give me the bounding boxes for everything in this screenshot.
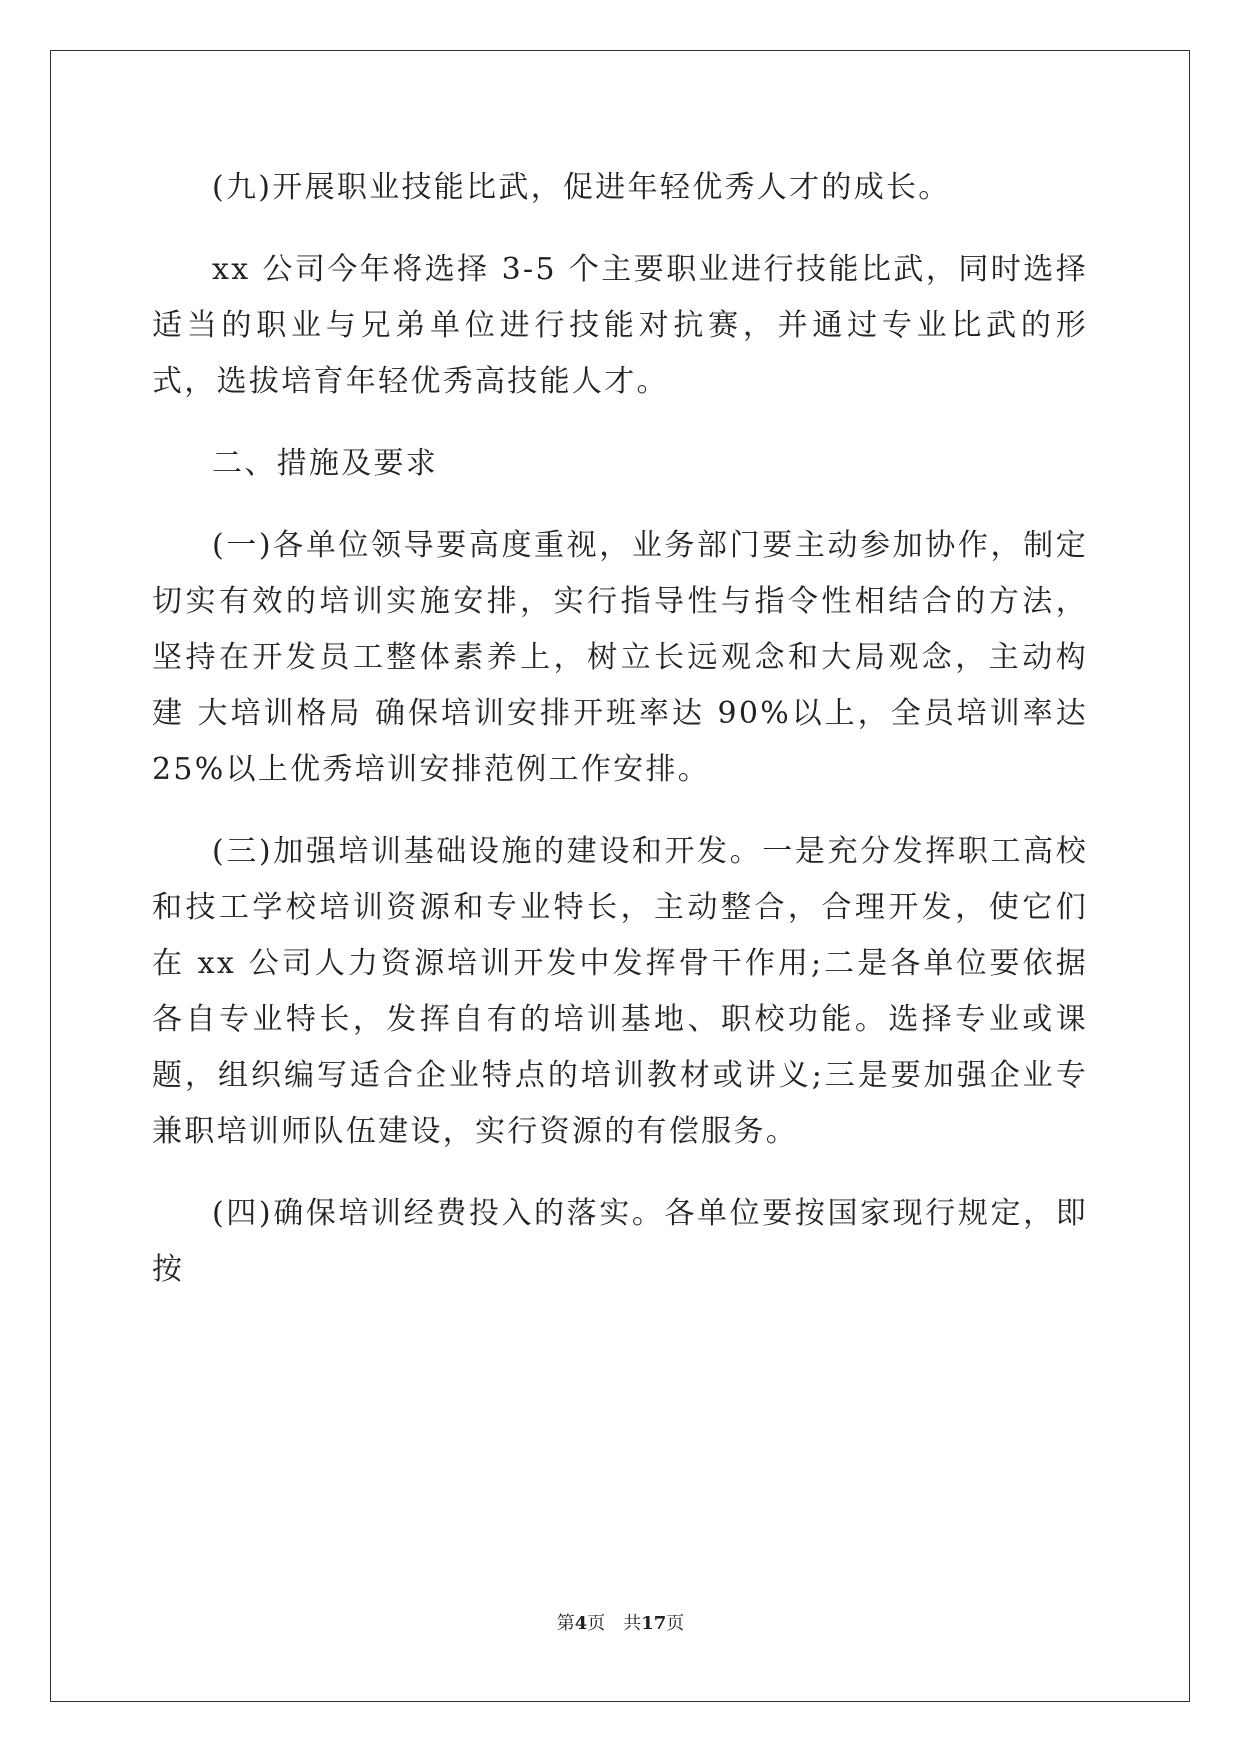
paragraph: xx 公司今年将选择 3-5 个主要职业进行技能比武，同时选择适当的职业与兄弟单位进行技能对抗赛，并通过专业比武的形式，选拔培育年轻优秀高技能人才。	[152, 252, 1088, 399]
total-prefix: 共	[623, 1613, 642, 1634]
section-heading: 二、措施及要求	[212, 446, 439, 481]
paragraph: (四)确保培训经费投入的落实。各单位要按国家现行规定，即按	[152, 1196, 1088, 1287]
page-number: 4	[574, 1613, 588, 1634]
total-suffix: 页	[666, 1613, 685, 1634]
page-prefix: 第	[556, 1613, 575, 1634]
document-body	[152, 160, 1100, 1324]
page-footer	[0, 1612, 1241, 1636]
total-pages: 17	[641, 1613, 667, 1634]
page-suffix: 页	[587, 1613, 606, 1634]
paragraph: (九)开展职业技能比武，促进年轻优秀人才的成长。	[212, 170, 951, 205]
paragraph: (一)各单位领导要高度重视，业务部门要主动参加协作，制定切实有效的培训实施安排，实行指导性与指令性相结合的方法，坚持在开发员工整体素养上，树立长远观念和大局观念，主动构建 大培训格局 确保培训安排开班率达 90%以上，全员培训率达 25%以上优秀培训安排范例工作安排。	[152, 528, 1100, 787]
paragraph: (三)加强培训基础设施的建设和开发。一是充分发挥职工高校和技工学校培训资源和专业特长，主动整合，合理开发，使它们在 xx 公司人力资源培训开发中发挥骨干作用;二是各单位要依据各自专业特长，发挥自有的培训基地、职校功能。选择专业或课题，组织编写适合企业特点的培训教材或讲义;三是要加强企业专兼职培训师队伍建设，实行资源的有偿服务。	[152, 834, 1088, 1149]
